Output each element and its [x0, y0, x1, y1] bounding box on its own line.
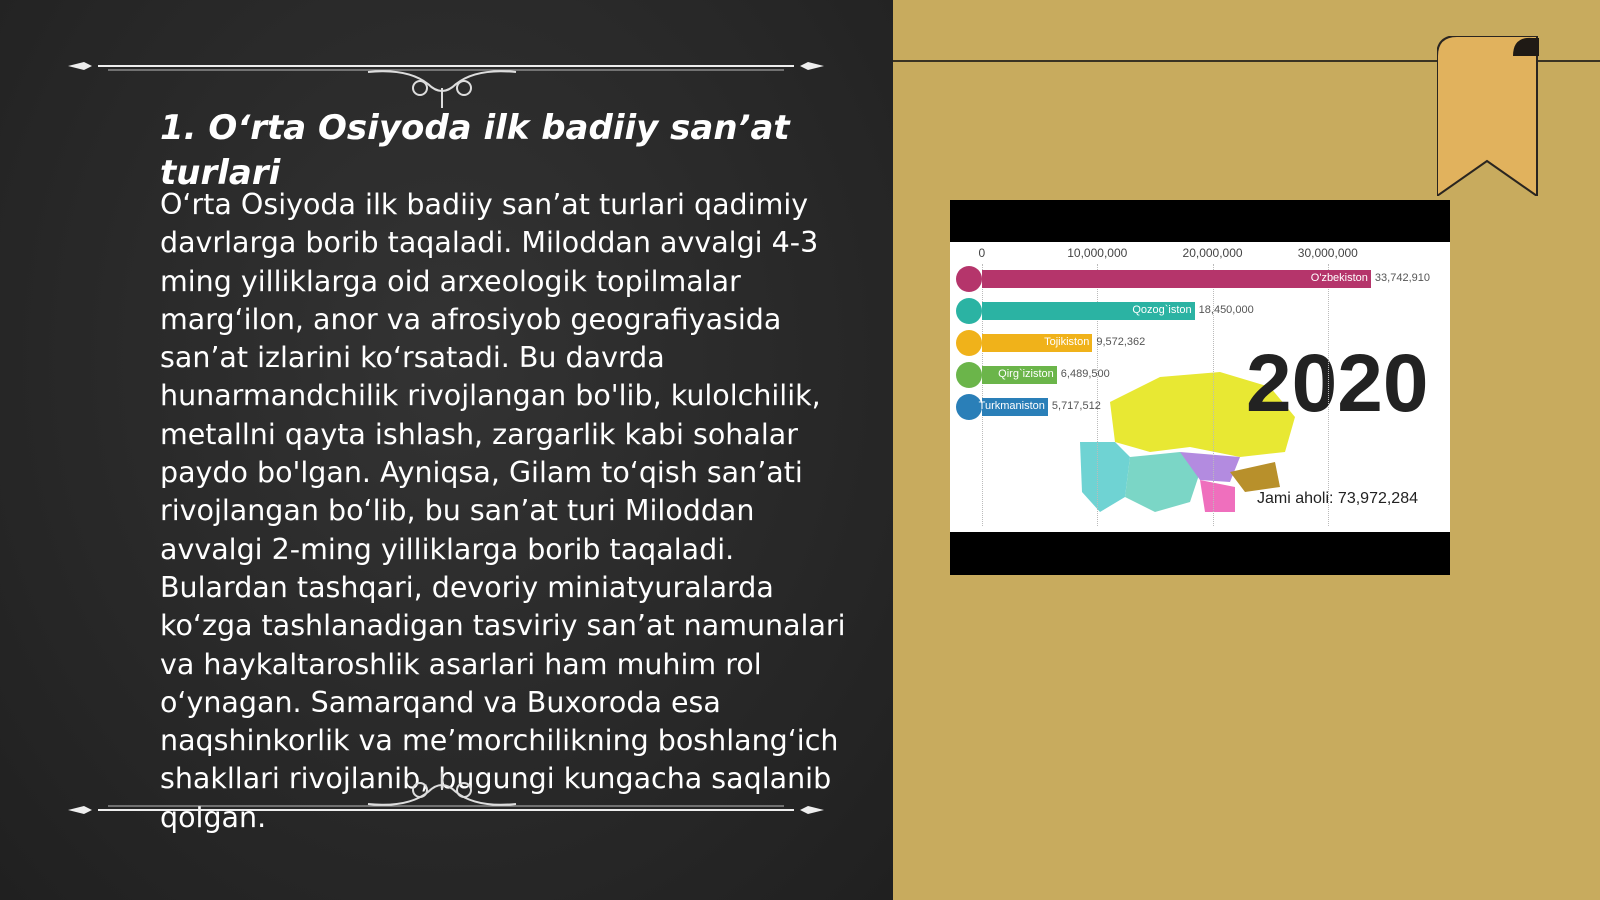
chart-bar [982, 302, 1195, 320]
chart-tick-label: 20,000,000 [1182, 246, 1243, 260]
chart-bar-label: Qirg`iziston [998, 368, 1054, 380]
chart-gridline [1328, 264, 1329, 526]
uzbekistan-flag-icon [956, 266, 982, 292]
population-chart-image [950, 200, 1450, 575]
chart-year-label: 2020 [1246, 338, 1429, 429]
kazakhstan-flag-icon [956, 298, 982, 324]
chart-bar-label: O'zbekiston [1310, 272, 1368, 284]
chart-bar [978, 398, 1048, 416]
chart-total-label: Jami aholi: 73,972,284 [1257, 490, 1418, 507]
chart-bar [982, 366, 1057, 384]
chart-value-label: 33,742,910 [1374, 272, 1430, 284]
kyrgyzstan-flag-icon [956, 362, 982, 388]
chart-value-label: 5,717,512 [1051, 400, 1101, 412]
chart-bar-label: Turkmaniston [978, 400, 1045, 412]
chart-frame [950, 242, 1450, 532]
chart-bar-label: Tojikiston [1044, 336, 1090, 348]
chart-bar [982, 270, 1371, 288]
tajikistan-flag-icon [956, 330, 982, 356]
slide-body-text: O‘rta Osiyoda ilk badiiy san’at turlari qadimiy davrlarga borib taqaladi. Miloddan avvalgi 4-3 ming yilliklarga oid arxeologik topilmalar marg‘ilon, anor va afrosiyob geografiyasida san’at izlarini ko‘rsatadi. Bu davrda hunarmandchilik rivojlangan bo'lib, kulolchilik, metallni qayta ishlash, zargarlik kabi sohalar paydo bo'lgan. Ayniqsa, Gilam to‘qish san’ati rivojlangan bo‘lib, bu san’at turi Miloddan avvalgi 2-ming yilliklarga borib taqaladi. Bulardan tashqari, devoriy miniatyuralarda ko‘zga tashlanadigan tasviriy san’at namunalari va haykaltaroshlik asarlari ham muhim rol o‘ynagan. Samarqand va Buxoroda esa naqshinkorlik va me’morchilikning boshlang‘ich shakllari rivojlanib, bugungi kungacha saqlanib qolgan. [160, 188, 846, 834]
chart-tick-label: 0 [978, 246, 986, 260]
chart-bar [982, 334, 1092, 352]
slide-title: 1. O‘rta Osiyoda ilk badiiy san’at turlari [160, 108, 790, 193]
chart-value-label: 6,489,500 [1060, 368, 1110, 380]
bottom-ornament-divider [68, 772, 824, 822]
chart-bar-label: Qozog`iston [1132, 304, 1192, 316]
chart-tick-label: 30,000,000 [1297, 246, 1358, 260]
chart-tick-label: 10,000,000 [1067, 246, 1128, 260]
chart-value-label: 9,572,362 [1096, 336, 1146, 348]
chart-value-label: 18,450,000 [1198, 304, 1254, 316]
bookmark-ribbon-icon [1437, 36, 1539, 196]
top-ornament-divider [68, 58, 824, 108]
